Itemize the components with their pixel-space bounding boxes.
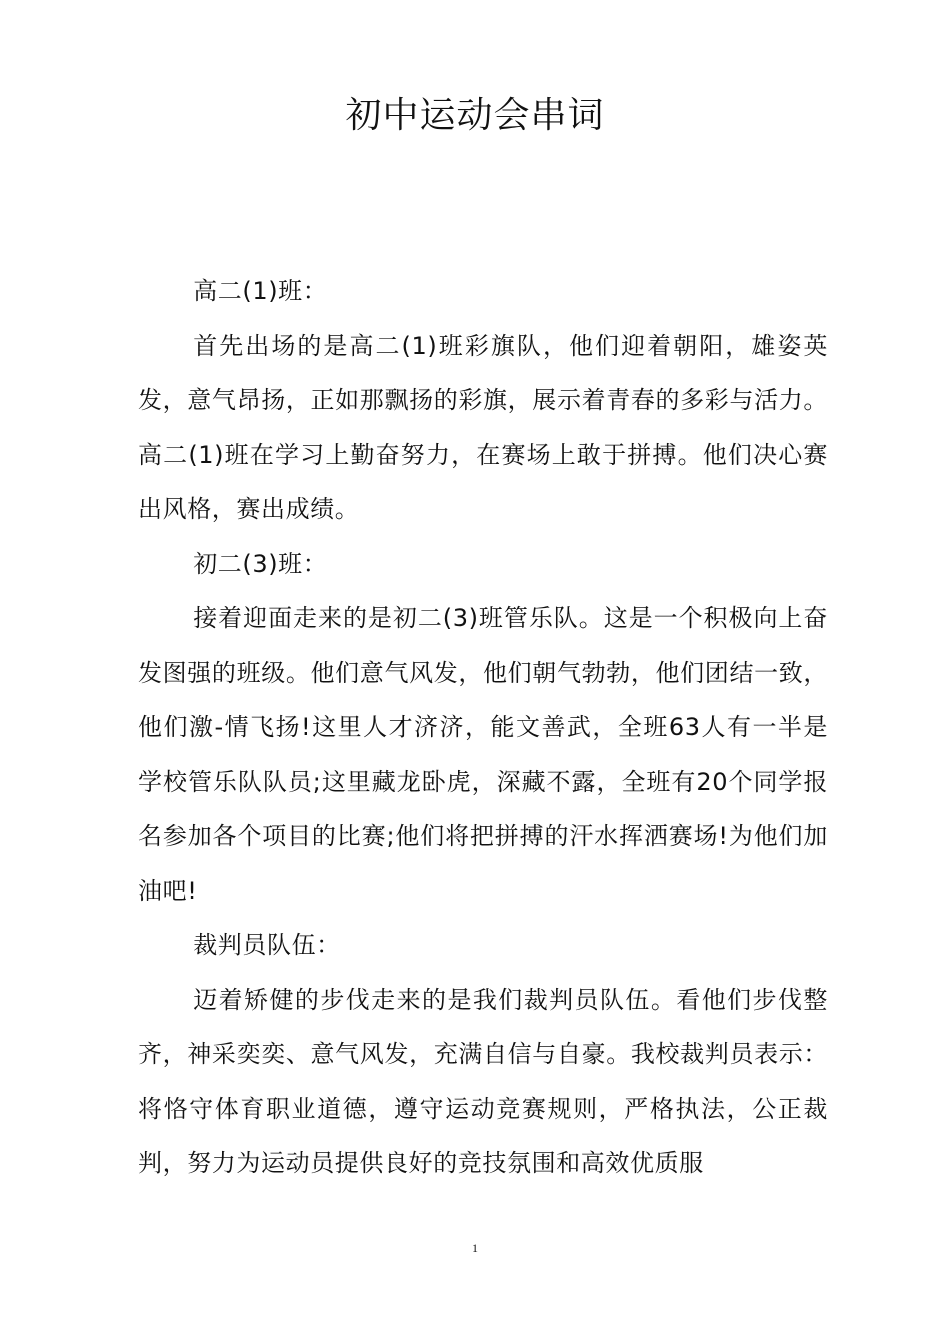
paragraph-class-gao2-1: 首先出场的是高二(1)班彩旗队，他们迎着朝阳，雄姿英发，意气昂扬，正如那飘扬的彩旗，展示着青春的多彩与活力。高二(1)班在学习上勤奋努力，在赛场上敢于拼搏。他们决心赛出风格，赛出成绩。	[138, 331, 828, 523]
heading-referees: 裁判员队伍：	[193, 931, 341, 959]
paragraph-referees: 迈着矫健的步伐走来的是我们裁判员队伍。看他们步伐整齐，神采奕奕、意气风发，充满自信与自豪。我校裁判员表示：将恪守体育职业道德，遵守运动竞赛规则，严格执法，公正裁判，努力为运动员提供良好的竞技氛围和高效优质服	[138, 985, 828, 1177]
heading-class-chu2-3: 初二(3)班：	[193, 549, 328, 578]
document-body	[138, 264, 828, 1191]
heading-class-gao2-1: 高二(1)班：	[193, 277, 328, 305]
paragraph-class-chu2-3: 接着迎面走来的是初二(3)班管乐队。这是一个积极向上奋发图强的班级。他们意气风发，他们朝气勃勃，他们团结一致，他们激-情飞扬!这里人才济济，能文善武，全班63人有一半是学校管乐队队员;这里藏龙卧虎，深藏不露，全班有20个同学报名参加各个项目的比赛;他们将把拼搏的汗水挥洒赛场!为他们加油吧!	[138, 604, 828, 905]
page-number: 1	[472, 1241, 478, 1255]
document-title: 初中运动会串词	[345, 95, 605, 136]
